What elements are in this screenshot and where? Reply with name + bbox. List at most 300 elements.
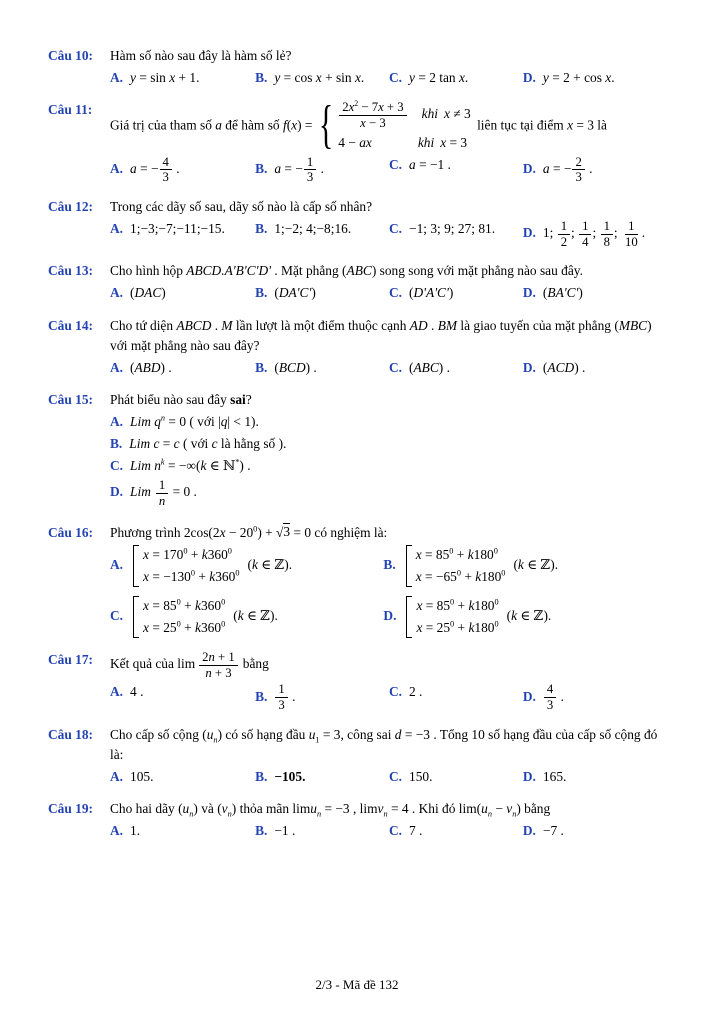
question-text: Phương trình $2\cos(2x - 20^0)$ + √ 3 = 0 có nghiệm là: [110,523,668,543]
math-italic: x [348,100,355,115]
answer-option [523,283,668,303]
answer-option [110,219,255,239]
superscript: 0 [501,568,506,578]
option-letter: D. [522,688,536,704]
options-group [110,767,668,787]
math-italic: k [251,556,258,572]
option-content: $x = 85^0 + k180^0$ $x = -65^0 + k180^0$ (k ∈ ℤ). [403,557,558,572]
math-italic: u [182,800,190,816]
math-italic: n [158,493,166,508]
answer-option [523,821,668,841]
option-content: 4 . [130,684,144,700]
math-italic: Lim n [130,458,161,474]
question-block [48,390,668,511]
option-content: 7 . [409,823,423,839]
question-body [110,197,668,249]
math-italic: M [221,317,233,333]
math-italic: v [221,800,228,816]
math-italic: c [211,436,218,452]
option-letter: D. [110,484,124,500]
question-body [110,46,668,88]
fraction-numerator: 1 [625,219,637,235]
superscript: 0 [176,619,181,629]
math-italic: x [416,597,423,613]
option-content: 1;−2; 4;−8;16. [274,221,352,236]
superscript: 0 [227,546,232,556]
question-label: Câu 15: [48,391,94,407]
superscript: 0 [450,597,455,607]
math-italic: n [213,735,218,745]
fraction-numerator: 1 [275,682,287,698]
option-content: −1; 3; 9; 27; 81. [409,221,496,236]
math-italic: MBC [618,317,648,333]
math-italic: k [475,568,482,584]
question-body [110,390,668,511]
answer-option [389,358,523,378]
option-content: (DA'C') [274,285,316,301]
cases-row: $x = 25^0 + k180^0$ [416,619,499,635]
math-italic: k [511,608,518,624]
math-italic: x [143,597,149,613]
cases-rows [143,545,239,587]
answer-option [255,821,389,841]
fraction-denominator: n + 3 [205,665,232,680]
option-content: (BA'C') [542,285,583,301]
fraction-denominator: 3 [546,698,554,713]
math-italic: ABC [346,263,372,279]
superscript: 0 [253,524,258,534]
option-letter: A. [110,221,124,236]
question-text: Cho tứ diện ABCD . M lần lượt là một điểm thuộc cạnh AD . BM là giao tuyến của mặt phẳng (MBC) với mặt phẳng nào sau đây? [110,317,652,353]
option-content: (ABD) . [130,359,172,375]
math-italic: v [377,800,384,816]
question-block [48,46,668,88]
cases-row: $x = 25^0 + k360^0$ [143,619,226,635]
option-content: Lim $\frac{1}{n}$ = 0 . [130,478,197,508]
answer-option [110,68,255,88]
math-italic: k [468,619,475,635]
option-content: (ABC) . [409,359,450,375]
cases-row: $x = 85^0 + k360^0$ [143,597,226,613]
question-label: Câu 10: [48,48,94,63]
curly-brace-icon: { [318,96,334,155]
question-body [110,523,668,639]
square-bracket-icon [133,545,139,587]
answer-option [110,596,383,638]
fraction [601,219,613,249]
question-block [48,316,668,378]
superscript: 0 [449,546,454,556]
question-block [48,523,668,639]
bold-text: −105. [274,768,306,784]
square-bracket-icon [133,596,139,638]
cases-row: $x = 85^0 + k180^0$ [415,546,498,562]
option-content: $x = 170^0 + k360^0$ $x = -130^0 + k360^0$ (k ∈ ℤ). [130,557,292,572]
fraction-numerator: 2 [572,155,584,171]
math-italic: d [394,726,402,742]
option-content: 2 . [409,684,423,700]
math-italic: Lim q [130,413,161,429]
question-label: Câu 14: [48,317,94,333]
question-body [110,261,668,303]
math-italic: D'A'C' [413,285,449,301]
answer-option [389,219,523,239]
cases-row: $x = -65^0 + k180^0$ [415,568,506,584]
cases-row: $x = 85^0 + k180^0$ [416,597,499,613]
bracket-group [406,545,506,587]
option-content: Lim $q^n = 0$ ( với |q| < 1). [130,413,259,429]
superscript [161,413,165,422]
math-italic: n [189,809,194,819]
option-letter: B. [383,556,396,572]
math-italic: u [481,800,488,816]
math-italic: n [227,809,232,819]
superscript: 0 [235,568,240,578]
option-letter: D. [522,823,536,839]
math-italic: n [512,809,517,819]
option-content: Lim $n^k = -\infty(k$ ∈ ℕ*) . [130,457,251,474]
fraction [572,155,584,185]
option-letter: D. [522,70,536,86]
cases-group [318,96,471,155]
option-content: −1 . [274,823,296,839]
question-block [48,725,668,787]
fraction-numerator: 2n + 1 [199,650,238,666]
option-letter: B. [255,823,268,839]
fraction-denominator: 4 [582,234,589,249]
math-italic: x [567,117,574,133]
option-letter: B. [255,160,268,176]
option-letter: C. [388,221,403,236]
answer-option [389,682,523,702]
cases-row: $\frac{2x^2 - 7x + 3}{x - 3}$ khi x ≠ 3 [338,100,470,130]
option-content: a = − $\frac{1}{3}$ . [274,154,324,185]
math-italic: k [467,546,474,562]
math-italic: k [468,597,475,613]
option-content: 1; $\frac{1}{2}$ ; $\frac{1}{4}$ ; $\frac{1}{8}$ ; $\frac{1}{10}$ . [542,219,646,249]
answer-option [523,358,668,378]
radical-sign-icon: √ [276,524,284,540]
answer-option [389,155,523,175]
subscript [383,810,387,819]
superscript: 0 [190,568,196,578]
option-content: a = − $\frac{2}{3}$ . [542,154,593,185]
options-group [110,412,668,509]
cases-rows [416,545,506,587]
answer-option [110,283,255,303]
math-italic: n [383,809,388,819]
superscript: * [235,457,240,467]
math-italic: Lim c [129,436,160,452]
math-italic: x [415,546,422,562]
answer-option [389,767,523,787]
answer-option [523,219,668,249]
question-text: Phát biểu nào sau đây sai? [110,391,252,407]
option-letter: C. [388,156,403,172]
option-letter: D. [522,768,536,784]
math-italic: khi [421,106,439,122]
option-content: $x = 85^0 + k360^0$ $x = 25^0 + k360^0$ (k ∈ ℤ). [130,608,278,623]
option-letter: A. [110,684,124,700]
answer-option [523,682,668,712]
math-italic: k [200,458,207,474]
answer-option [523,68,668,88]
bold-text: sai [230,391,246,407]
math-italic: BM [437,317,458,333]
math-italic: DA'C' [278,285,312,301]
bracket-group [133,596,225,638]
math-italic: n [316,809,322,819]
superscript: 2 [354,98,359,108]
superscript: 0 [493,546,498,556]
math-italic: x [458,70,465,86]
option-letter: C. [110,608,124,624]
question-body [110,316,668,378]
answer-option [383,545,668,587]
option-content: y = 2 tan x. [409,70,469,86]
answer-option [110,412,668,432]
math-italic: x [605,70,612,86]
answer-option [523,155,668,185]
math-italic: khi [417,134,435,150]
fraction-numerator: 1 [579,219,591,235]
page-footer: 2/3 - Mã đề 132 [315,976,399,992]
option-letter: D. [522,359,536,375]
subscript [189,810,193,819]
math-italic: x [143,546,149,562]
fraction-numerator: 1 [304,155,316,171]
math-italic: BCD [278,359,306,375]
option-content: a = −1 . [409,156,451,172]
question-text: Cho hình hộp ABCD.A'B'C'D' . Mặt phẳng (ABC) song song với mặt phẳng nào sau đây. [110,263,583,279]
math-italic: u [206,726,214,742]
answer-option [110,434,668,454]
math-italic: k [160,457,165,467]
math-italic: k [195,619,201,635]
superscript: 0 [176,597,181,607]
question-label: Câu 17: [48,652,94,668]
question-block [48,96,668,185]
fraction-numerator: 1 [156,478,168,494]
math-italic: q [220,413,228,429]
options-group [110,68,668,88]
math-italic: x [378,100,384,115]
fraction-denominator: 10 [625,234,638,249]
math-italic: n [205,665,212,680]
superscript: 0 [494,619,499,629]
option-letter: B. [110,436,123,452]
fraction-denominator [156,494,168,509]
answer-option [389,283,523,303]
fraction-denominator: 3 [306,170,314,185]
fraction [622,219,641,249]
option-content: 150. [409,768,433,784]
option-content: 165. [542,768,567,784]
math-italic: y [130,70,136,86]
option-letter: C. [110,458,124,474]
math-italic: ABC [413,359,439,375]
option-letter: B. [255,221,268,236]
math-italic: u [308,726,316,742]
option-letter: B. [255,768,268,784]
answer-option [110,478,668,508]
question-label: Câu 13: [48,263,94,279]
math-italic: n [208,650,215,665]
fraction-denominator: x − 3 [360,115,386,130]
answer-option [110,682,255,702]
square-bracket-icon [406,545,412,587]
option-letter: A. [110,768,124,784]
question-label: Câu 16: [48,524,94,540]
question-block [48,261,668,303]
answer-option [255,219,389,239]
answer-option [255,767,389,787]
option-letter: D. [383,608,397,624]
fraction-denominator: 3 [162,170,169,185]
math-italic: x [354,70,361,86]
math-italic: k [209,568,216,584]
questions-container [48,46,668,841]
math-italic: x [219,524,226,540]
option-letter: A. [110,70,124,86]
option-letter: A. [110,556,124,572]
answer-option [110,456,668,476]
option-letter: C. [388,359,403,375]
option-letter: C. [388,768,403,784]
math-italic: k [201,546,208,562]
question-block [48,799,668,841]
bracket-group [406,596,498,638]
superscript: 0 [221,597,226,607]
math-italic: a [542,160,550,176]
question-body [110,650,668,713]
question-label: Câu 11: [48,102,93,118]
question-body [110,96,668,185]
options-group [110,682,668,712]
option-letter: B. [255,285,268,301]
option-content: (BCD) . [274,359,317,375]
question-text: Giá trị của tham số a để hàm số f(x) = { $\frac{2x^2 - 7x + 3}{x - 3}$ khi x ≠ 3 4 − ax khi x = 3 liên tục tại điểm x = 3 là [110,96,607,155]
math-italic: y [409,70,415,86]
answer-option [110,821,255,841]
fraction [558,219,570,249]
option-content: y = cos x + sin x. [274,70,365,86]
superscript: 0 [456,568,461,578]
math-italic: k [195,597,201,613]
option-content: $x = 85^0 + k180^0$ $x = 25^0 + k180^0$ (k ∈ ℤ). [403,608,551,623]
math-italic: DAC [134,285,162,301]
math-italic: x [360,115,366,130]
superscript: 0 [450,619,455,629]
fraction [156,478,168,508]
math-italic: y [274,70,281,86]
math-italic: a [274,160,282,176]
option-letter: A. [110,160,124,176]
question-text: Kết quả của lim $\frac{2n + 1}{n + 3}$ bằng [110,650,269,680]
cases-rows [416,596,498,638]
option-letter: A. [110,359,124,375]
option-letter: B. [255,70,268,86]
math-italic: x [143,619,149,635]
math-italic: x [291,117,298,133]
fraction-numerator: 4 [160,155,172,171]
cases-row: $x = -130^0 + k360^0$ [143,568,240,584]
fraction [339,100,406,130]
question-label: Câu 18: [48,726,94,742]
fraction [304,155,316,185]
fraction [275,682,287,712]
question-body [110,725,668,787]
math-italic: BA'C' [547,285,579,301]
options-group [110,155,668,185]
question-body [110,799,668,841]
math-italic: v [506,800,513,816]
fraction-numerator: 4 [544,682,556,698]
math-italic: u [310,800,317,816]
option-letter: B. [255,688,268,704]
options-group [110,219,668,249]
option-letter: A. [110,285,124,301]
fraction [160,155,172,185]
answer-option [389,68,523,88]
answer-option [255,682,389,712]
math-italic: Lim [130,484,151,500]
option-letter: C. [388,684,403,700]
sqrt-radical [276,523,290,543]
option-content: y = 2 + cos x. [542,70,615,86]
question-text: Cho hai dãy $(u_n)$ và $(v_n)$ thỏa mãn limu$_n$ = −3 , limv$_n$ = 4 . Khi đó $\lim(u_n - v_n)$ bằng [110,800,551,819]
fraction [544,682,556,712]
bracket-group [133,545,239,587]
superscript [161,458,165,467]
math-italic: ABCD.A'B'C'D' [186,263,271,279]
math-italic: ABD [134,359,161,375]
option-letter: C. [388,823,403,839]
fraction-numerator: 1 [601,219,613,235]
math-italic: x [415,568,422,584]
option-letter: D. [522,285,536,301]
option-letter: A. [110,823,124,839]
subscript [512,810,516,819]
option-content: 1. [130,823,141,839]
math-italic: ACD [547,359,575,375]
answer-option [255,358,389,378]
subscript: 1 [315,735,320,745]
question-text: Cho cấp số cộng $(u_n)$ có số hạng đầu $u_1 = 3$, công sai d = −3 . Tổng 10 số hạng đầu của cấp số cộng đó là: [110,726,658,762]
math-italic: k [517,556,524,572]
option-letter: B. [255,359,268,375]
options-group [110,545,668,638]
answer-option [110,767,255,787]
fraction-numerator: $2x^2 - 7x + 3$ [339,100,406,116]
fraction-denominator: 3 [278,698,285,713]
math-italic: AD [409,317,428,333]
option-content: $\frac{1}{3}$ . [274,689,295,704]
superscript: 0 [494,597,499,607]
math-italic: c [173,436,180,452]
answer-option [523,767,668,787]
radicand: 3 [283,523,291,539]
option-letter: C. [388,70,403,86]
fraction-denominator: 3 [575,170,582,185]
math-italic: y [542,70,549,86]
option-content: (DAC) [130,285,166,301]
option-content: 105. [130,768,154,784]
option-letter: D. [522,225,536,241]
option-content: a = − $\frac{4}{3}$ . [130,154,180,185]
cases-rows [338,100,470,152]
subscript [317,810,321,819]
